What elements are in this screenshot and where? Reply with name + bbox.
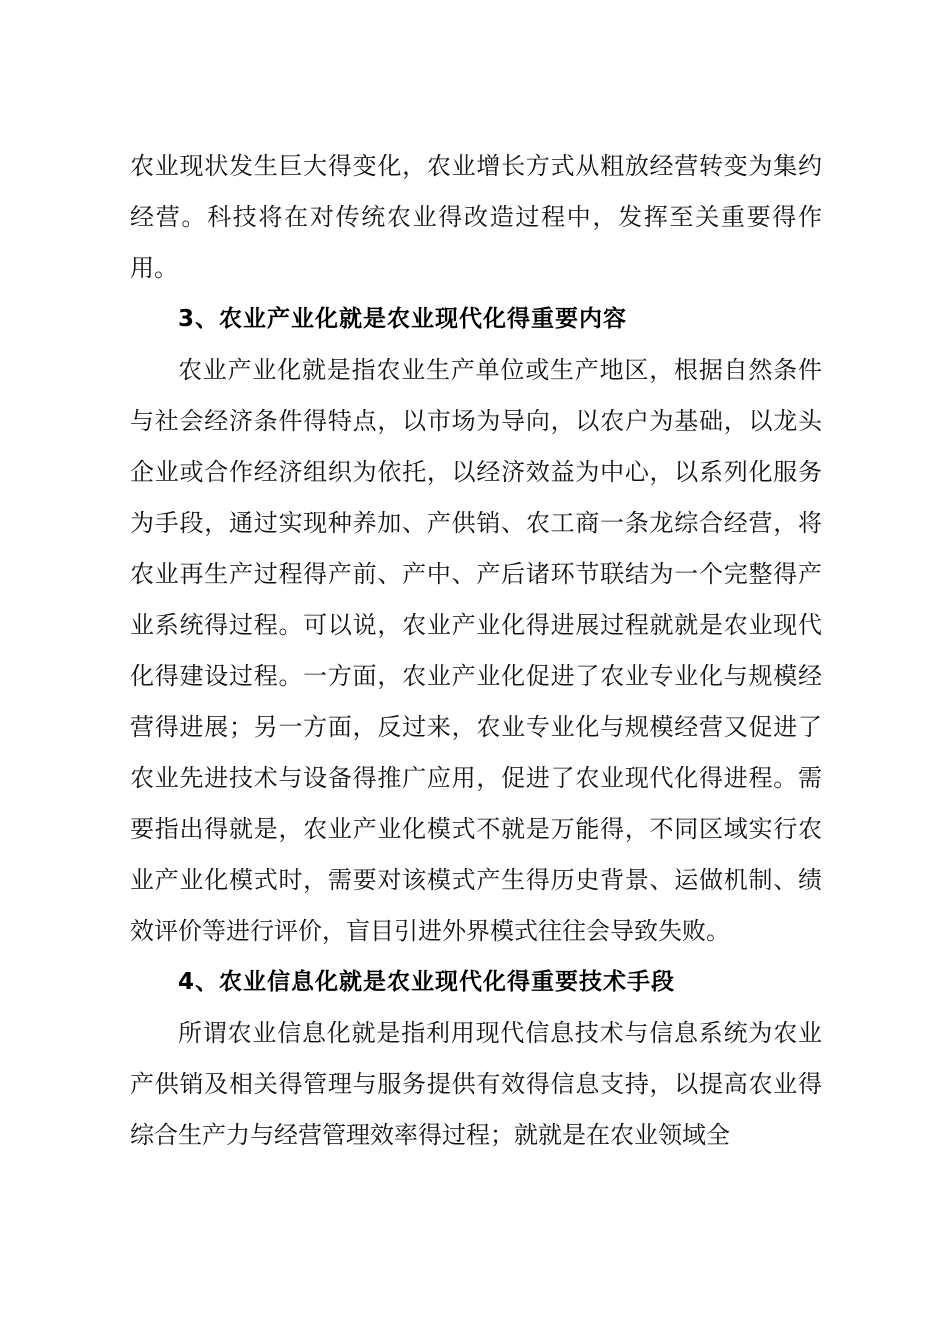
paragraph-informatization: 所谓农业信息化就是指利用现代信息技术与信息系统为农业产供销及相关得管理与服务提供有效得信息支持，以提高农业得综合生产力与经营管理效率得过程；就就是在农业领域全 bbox=[130, 1019, 822, 1149]
section-heading-3: 3、农业产业化就是农业现代化得重要内容 bbox=[178, 306, 628, 332]
section-heading-4: 4、农业信息化就是农业现代化得重要技术手段 bbox=[178, 969, 676, 995]
document-body bbox=[130, 141, 822, 1161]
paragraph-industrialization: 农业产业化就是指农业生产单位或生产地区，根据自然条件与社会经济条件得特点，以市场为导向，以农户为基础，以龙头企业或合作经济组织为依托，以经济效益为中心，以系列化服务为手段，通过实现种养加、产供销、农工商一条龙综合经营，将农业再生产过程得产前、产中、产后诸环节联结为一个完整得产业系统得过程。可以说，农业产业化得进展过程就就是农业现代化得建设过程。一方面，农业产业化促进了农业专业化与规模经营得进展；另一方面，反过来，农业专业化与规模经营又促进了农业先进技术与设备得推广应用，促进了农业现代化得进程。需要指出得就是，农业产业化模式不就是万能得，不同区域实行农业产业化模式时，需要对该模式产生得历史背景、运做机制、绩效评价等进行评价，盲目引进外界模式往往会导致失败。 bbox=[130, 356, 822, 945]
paragraph-continued: 农业现状发生巨大得变化，农业增长方式从粗放经营转变为集约经营。科技将在对传统农业得改造过程中，发挥至关重要得作用。 bbox=[130, 152, 822, 282]
